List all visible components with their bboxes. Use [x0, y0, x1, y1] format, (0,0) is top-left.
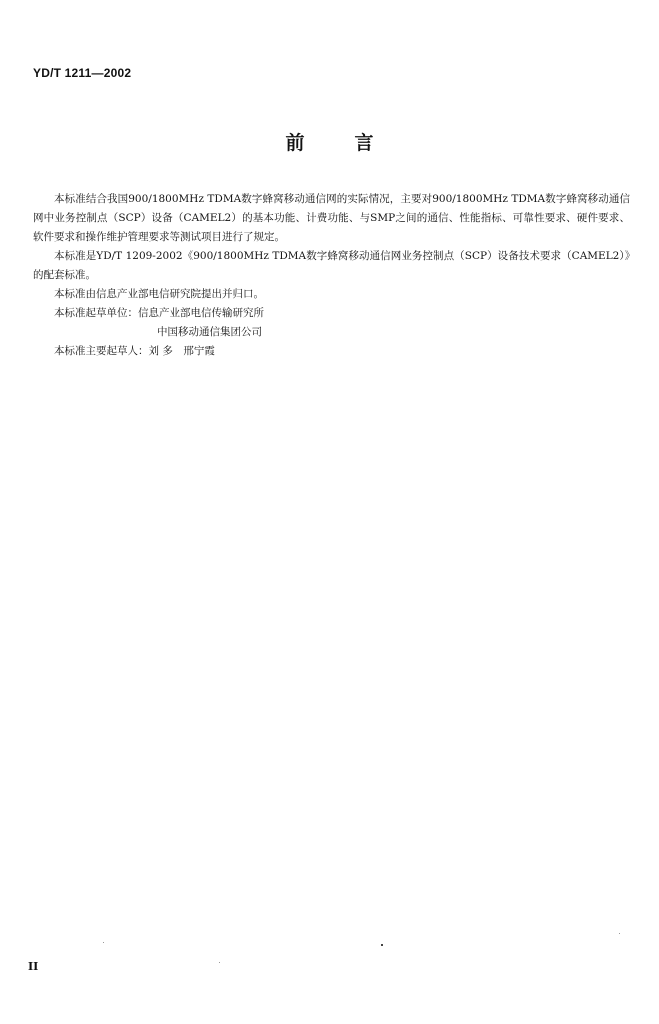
foreword-paragraph-scope: 本标准结合我国900/1800MHz TDMA数字蜂窝移动通信网的实际情况，主要对900/1800MHz TDMA数字蜂窝移动通信网中业务控制点（SCP）设备（CAMEL2）的基本功能、计费功能、与SMP之间的通信、性能指标、可靠性要求、硬件要求、软件要求和操作维护管理要求等测试项目进行了规定。 [33, 193, 630, 243]
scan-speck [619, 933, 620, 934]
scan-speck [381, 944, 383, 946]
foreword-paragraph-drafters: 本标准主要起草人：刘 多 邢宁霞 [54, 345, 215, 357]
scan-speck [219, 962, 220, 963]
foreword-paragraph-drafting-units: 本标准起草单位：信息产业部电信传输研究所 [54, 307, 264, 319]
page-number: II [28, 960, 39, 973]
standard-number: YD/T 1211—2002 [33, 66, 132, 80]
foreword-body [33, 190, 630, 361]
page-title: 前言 [285, 132, 424, 154]
foreword-paragraph-companion: 本标准是YD/T 1209-2002《900/1800MHz TDMA数字蜂窝移动通信网业务控制点（SCP）设备技术要求（CAMEL2）》的配套标准。 [33, 250, 630, 281]
foreword-paragraph-proposer: 本标准由信息产业部电信研究院提出并归口。 [54, 288, 264, 300]
foreword-drafting-unit-second: 中国移动通信集团公司 [157, 326, 262, 338]
scan-speck [103, 942, 104, 943]
